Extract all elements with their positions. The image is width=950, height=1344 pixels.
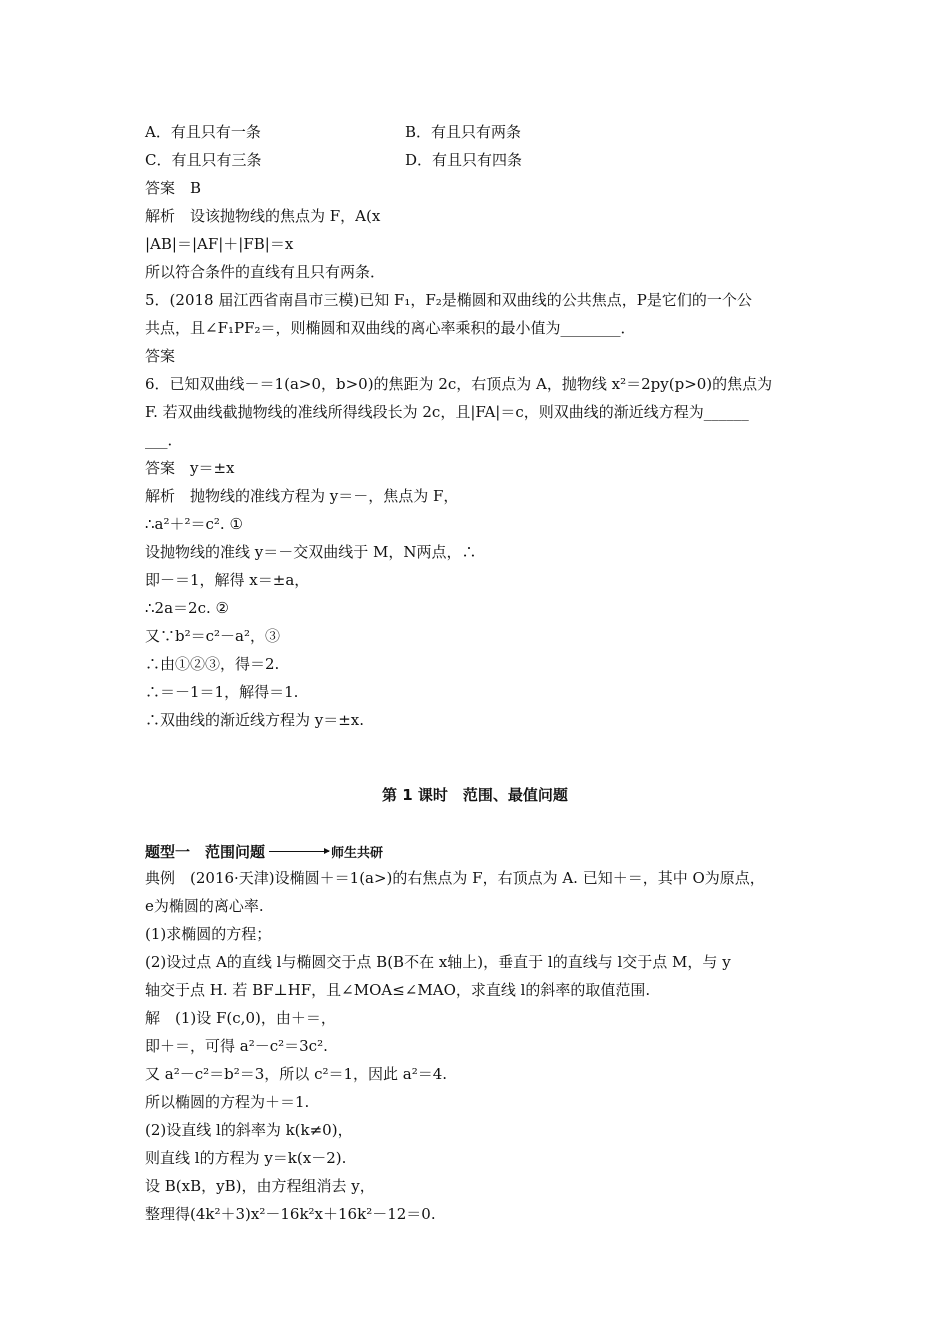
solution-line-2: 即＋＝，可得 a²－c²＝3c².	[145, 1037, 328, 1055]
example-line-2: e为椭圆的离心率.	[145, 897, 264, 915]
example-line-3: (1)求椭圆的方程；	[145, 925, 272, 943]
solution-line-7: 设 B(xB，yB)，由方程组消去 y，	[145, 1177, 375, 1195]
solution-line-4: 所以椭圆的方程为＋＝1.	[145, 1093, 310, 1111]
q6-line-2: F. 若双曲线截抛物线的准线所得线段长为 2c，且|FA|＝c，则双曲线的渐近线方程为______	[145, 403, 749, 421]
q4-analysis-line-2: |AB|＝|AF|＋|FB|＝x	[145, 235, 294, 253]
solution-line-5: (2)设直线 l的斜率为 k(k≠0)，	[145, 1121, 353, 1139]
option-c: C．有且只有三条	[145, 151, 262, 169]
q4-analysis-line-3: 所以符合条件的直线有且只有两条．	[145, 263, 386, 281]
option-b: B．有且只有两条	[405, 123, 522, 141]
q6-line-3: ___．	[145, 431, 183, 449]
q6-step-6: 又∵b²＝c²－a²，③	[145, 627, 280, 645]
q6-step-5: ∴2a＝2c. ②	[145, 599, 229, 617]
section-header	[145, 840, 383, 862]
q4-analysis-line-1: 解析 设该抛物线的焦点为 F，A(x	[145, 207, 381, 225]
solution-line-3: 又 a²－c²＝b²＝3，所以 c²＝1，因此 a²＝4.	[145, 1065, 448, 1083]
q6-line-1: 6．已知双曲线－＝1(a>0，b>0)的焦距为 2c，右顶点为 A，抛物线 x²＝2py(p>0)的焦点为	[145, 375, 773, 393]
option-d: D．有且只有四条	[405, 151, 523, 169]
solution-line-8: 整理得(4k²＋3)x²－16k²x＋16k²－12＝0.	[145, 1205, 436, 1223]
solution-line-6: 则直线 l的方程为 y＝k(x－2).	[145, 1149, 347, 1167]
q6-step-8: ∴＝－1＝1，解得＝1.	[145, 683, 299, 701]
q5-answer: 答案	[145, 347, 176, 365]
q5-line-1: 5．(2018 届江西省南昌市三模)已知 F₁，F₂是椭圆和双曲线的公共焦点，P是它们的一个公	[145, 291, 752, 309]
option-a: A．有且只有一条	[145, 123, 261, 141]
section-tag: 师生共研	[331, 845, 384, 861]
q6-step-1: 解析 抛物线的准线方程为 y＝－，焦点为 F，	[145, 487, 459, 505]
q5-line-2: 共点，且∠F₁PF₂＝，则椭圆和双曲线的离心率乘积的最小值为________．	[145, 319, 636, 337]
q6-step-2: ∴a²＋²＝c². ①	[145, 515, 243, 533]
q6-step-7: ∴由①②③，得＝2.	[145, 655, 280, 673]
section-title: 题型一 范围问题	[145, 842, 266, 861]
q6-answer: 答案 y＝±x	[145, 459, 235, 477]
q6-step-9: ∴双曲线的渐近线方程为 y＝±x.	[145, 711, 365, 729]
q6-step-4: 即－＝1，解得 x＝±a，	[145, 571, 310, 589]
q4-answer: 答案 B	[145, 179, 202, 197]
example-line-5: 轴交于点 H. 若 BF⊥HF，且∠MOA≤∠MAO，求直线 l的斜率的取值范围.	[145, 981, 651, 999]
example-line-1: 典例 (2016·天津)设椭圆＋＝1(a>)的右焦点为 F，右顶点为 A. 已知＋＝，其中 O为原点，	[145, 869, 765, 887]
lesson-title: 第 1 课时 范围、最值问题	[382, 786, 568, 804]
q6-step-3: 设抛物线的准线 y＝－交双曲线于 M，N两点，∴	[145, 543, 477, 561]
example-line-4: (2)设过点 A的直线 l与椭圆交于点 B(B不在 x轴上)，垂直于 l的直线与 l交于点 M，与 y	[145, 953, 731, 971]
arrow-icon	[269, 851, 329, 852]
solution-line-1: 解 (1)设 F(c,0)，由＋＝，	[145, 1009, 336, 1027]
